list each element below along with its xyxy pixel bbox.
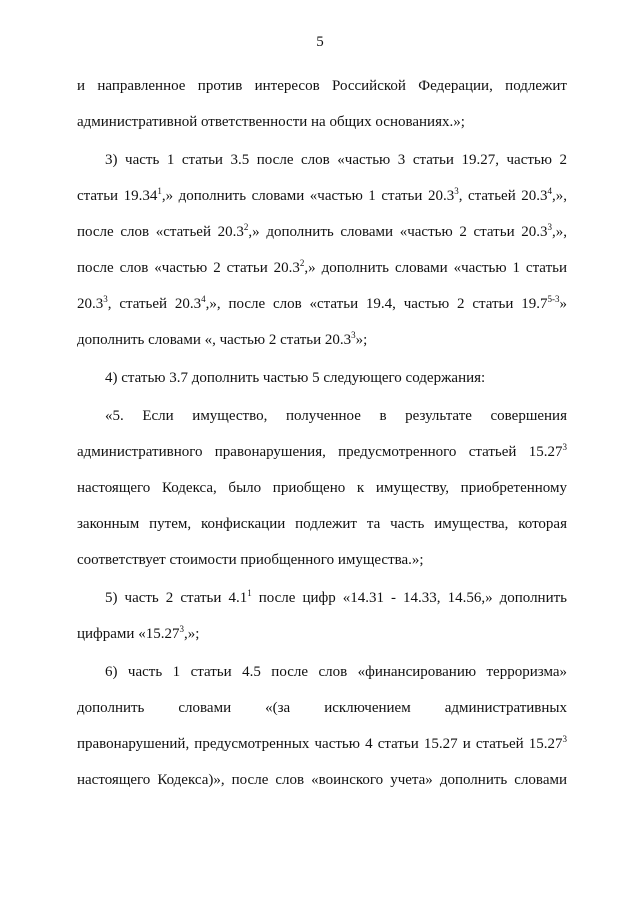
text-span: ,» дополнить словами «частью 1 статьи xyxy=(304,260,568,276)
text-span: » xyxy=(559,296,567,312)
superscript: 3 xyxy=(351,330,356,340)
paragraph-first-line xyxy=(105,588,567,608)
text-span: и направленное против интересов Российской Федерации, подлежит xyxy=(77,78,567,94)
text-span: 6) часть 1 статьи 4.5 после слов «финансированию терроризма» xyxy=(105,664,567,680)
paragraph-first-line xyxy=(105,368,567,388)
text-span: после слов «статьей 20.3 xyxy=(77,224,244,240)
paragraph-first-line xyxy=(105,406,567,426)
text-span: после слов «частью 2 статьи 20.3 xyxy=(77,260,300,276)
text-span: правонарушений, предусмотренных частью 4 статьи 15.27 и статьей 15.27 xyxy=(77,736,563,752)
text-line xyxy=(77,112,567,132)
text-span: цифрами «15.27 xyxy=(77,626,180,642)
text-line xyxy=(77,330,567,350)
text-line xyxy=(77,770,567,790)
text-line xyxy=(77,734,567,754)
text-line xyxy=(77,186,567,206)
text-span: дополнить словами «, частью 2 статьи 20.3 xyxy=(77,332,352,348)
superscript: 3 xyxy=(562,442,567,452)
text-line xyxy=(77,76,567,96)
text-line xyxy=(77,294,567,314)
text-line xyxy=(77,550,567,570)
superscript: 2 xyxy=(243,222,249,232)
superscript: 3 xyxy=(103,294,108,304)
text-span: ,»; xyxy=(183,626,200,642)
text-line xyxy=(77,624,567,644)
superscript: 3 xyxy=(179,624,184,634)
text-line xyxy=(77,698,567,718)
text-line xyxy=(77,442,567,462)
paragraph-first-line xyxy=(105,662,567,682)
superscript: 5-3 xyxy=(547,294,560,304)
text-span: ,», после слов «статьи 19.4, частью 2 статьи 19.7 xyxy=(205,296,548,312)
text-span: 20.3 xyxy=(77,296,104,312)
superscript: 1 xyxy=(157,186,162,196)
text-span: дополнить словами «(за исключением административных xyxy=(77,700,567,716)
text-span: ,» дополнить словами «частью 2 статьи 20.3 xyxy=(248,224,548,240)
text-span: соответствует стоимости приобщенного имущества.»; xyxy=(77,552,424,568)
text-span: 3) часть 1 статьи 3.5 после слов «частью 3 статьи 19.27, частью 2 xyxy=(105,152,567,168)
superscript: 3 xyxy=(562,734,567,744)
text-span: «5. Если имущество, полученное в результате совершения xyxy=(105,408,567,424)
text-line xyxy=(77,222,567,242)
text-span: 4) статью 3.7 дополнить частью 5 следующего содержания: xyxy=(105,370,486,386)
text-span: настоящего Кодекса, было приобщено к имуществу, приобретенному xyxy=(77,480,567,496)
text-span: »; xyxy=(355,332,368,348)
text-span: административного правонарушения, предусмотренного статьей 15.27 xyxy=(77,444,563,460)
text-span: законным путем, конфискации подлежит та часть имущества, которая xyxy=(77,516,567,532)
page-number: 5 xyxy=(316,34,324,50)
text-span: после цифр «14.31 - 14.33, 14.56,» дополнить xyxy=(251,590,568,606)
superscript: 4 xyxy=(547,186,553,196)
text-span: ,» дополнить словами «частью 1 статьи 20.3 xyxy=(161,188,455,204)
text-span: ,», xyxy=(552,188,568,204)
superscript: 2 xyxy=(299,258,305,268)
text-span: , статьей 20.3 xyxy=(458,188,548,204)
superscript: 3 xyxy=(454,186,459,196)
text-line xyxy=(77,514,567,534)
text-span: административной ответственности на общих основаниях.»; xyxy=(77,114,465,130)
paragraph-first-line xyxy=(105,150,567,170)
text-span: , статьей 20.3 xyxy=(107,296,202,312)
superscript: 4 xyxy=(201,294,206,304)
text-span: настоящего Кодекса)», после слов «воинского учета» дополнить словами xyxy=(77,772,567,788)
superscript: 1 xyxy=(247,588,252,598)
superscript: 3 xyxy=(547,222,552,232)
text-span: статьи 19.34 xyxy=(77,188,158,204)
text-line xyxy=(77,258,567,278)
text-span: ,», xyxy=(552,224,567,240)
text-span: 5) часть 2 статьи 4.1 xyxy=(105,590,248,606)
text-line xyxy=(77,478,567,498)
